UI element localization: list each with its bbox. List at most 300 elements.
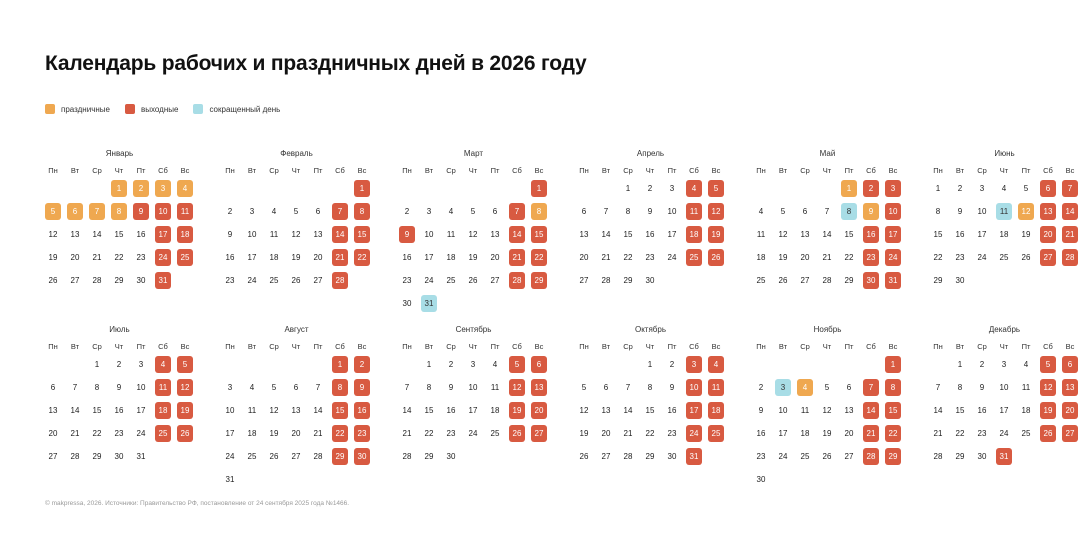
weekday-label: Ср (269, 166, 279, 175)
day-cell-workday: 12 (822, 406, 832, 415)
day-cell-workday: 1 (94, 360, 100, 369)
day-cell-weekend: 11 (152, 376, 174, 399)
day-cell-weekend: 14 (860, 399, 882, 422)
day-cell-short-day: 8 (838, 200, 860, 223)
weekday-label: Вт (424, 166, 434, 175)
day-cell-weekend: 20 (1037, 223, 1059, 246)
empty-cell (860, 353, 882, 376)
day-cell-workday: 9 (116, 383, 122, 392)
weekday-label: Пн (933, 342, 943, 351)
day-cell-workday: 13 (313, 230, 323, 239)
weekday-label: Чт (999, 342, 1009, 351)
weekday-label: Сб (1043, 342, 1053, 351)
day-cell-holiday: 7 (86, 200, 108, 223)
day-cell-workday: 25 (999, 253, 1009, 262)
week-row (927, 269, 1082, 292)
day-cell-weekend: 10 (882, 200, 904, 223)
day-cell-workday: 10 (999, 383, 1009, 392)
day-cell-weekend: 27 (528, 422, 550, 445)
empty-cell (285, 468, 307, 491)
day-cell-workday: 27 (70, 276, 80, 285)
day-cell-workday: 11 (490, 383, 500, 392)
empty-cell (772, 353, 794, 376)
day-cell-workday: 17 (225, 429, 235, 438)
week-row (927, 376, 1082, 399)
week-row (396, 246, 551, 269)
day-cell-weekend: 11 (705, 376, 727, 399)
empty-cell (263, 468, 285, 491)
day-cell-workday: 20 (579, 253, 589, 262)
day-cell-workday: 12 (291, 230, 301, 239)
day-cell-workday: 30 (402, 299, 412, 308)
day-cell-workday: 21 (402, 429, 412, 438)
weekday-label: Ср (623, 342, 633, 351)
day-cell-workday: 10 (778, 406, 788, 415)
week-row (219, 376, 374, 399)
week-row (219, 177, 374, 200)
day-cell-workday: 23 (645, 253, 655, 262)
day-cell-workday: 31 (136, 452, 146, 461)
weekday-label: Вт (601, 342, 611, 351)
weekday-header (396, 341, 551, 353)
day-cell-workday: 5 (581, 383, 587, 392)
weekday-label: Пн (225, 166, 235, 175)
empty-cell (661, 269, 683, 292)
day-cell-workday: 14 (402, 406, 412, 415)
weekday-label: Пт (667, 166, 677, 175)
day-cell-workday: 23 (756, 452, 766, 461)
weekday-label: Чт (645, 342, 655, 351)
weekday-label: Ср (446, 342, 456, 351)
legend-label: праздничные (61, 104, 110, 114)
day-cell-workday: 13 (844, 406, 854, 415)
day-cell-workday: 26 (291, 276, 301, 285)
day-cell-workday: 14 (933, 406, 943, 415)
day-cell-weekend: 4 (152, 353, 174, 376)
month-name: Декабрь (988, 325, 1021, 334)
weekday-label: Сб (689, 342, 699, 351)
empty-cell (794, 177, 816, 200)
empty-cell (528, 292, 550, 315)
day-cell-workday: 24 (667, 253, 677, 262)
weekday-label: Пт (313, 166, 323, 175)
day-cell-workday: 18 (999, 230, 1009, 239)
weekday-label: Сб (866, 342, 876, 351)
day-cell-workday: 7 (625, 383, 631, 392)
weekday-label: Вт (424, 342, 434, 351)
day-cell-workday: 24 (136, 429, 146, 438)
day-cell-workday: 29 (844, 276, 854, 285)
day-cell-weekend: 26 (1037, 422, 1059, 445)
day-cell-weekend: 22 (329, 422, 351, 445)
day-cell-workday: 19 (468, 253, 478, 262)
week-row (42, 269, 197, 292)
day-cell-workday: 16 (756, 429, 766, 438)
day-cell-workday: 23 (402, 276, 412, 285)
empty-cell (1015, 445, 1037, 468)
day-cell-weekend: 4 (683, 177, 705, 200)
empty-cell (307, 177, 329, 200)
day-cell-workday: 21 (313, 429, 323, 438)
empty-cell (617, 353, 639, 376)
day-cell-workday: 18 (490, 406, 500, 415)
day-cell-workday: 3 (1001, 360, 1007, 369)
weekday-label: Вс (357, 166, 367, 175)
day-cell-workday: 10 (424, 230, 434, 239)
day-cell-workday: 11 (800, 406, 810, 415)
weekday-label: Вс (711, 166, 721, 175)
day-cell-workday: 5 (271, 383, 277, 392)
empty-cell (772, 177, 794, 200)
month-7 (42, 324, 197, 468)
day-cell-workday: 23 (114, 429, 124, 438)
week-row (573, 445, 728, 468)
day-cell-workday: 18 (800, 429, 810, 438)
day-cell-workday: 7 (404, 383, 410, 392)
day-cell-weekend: 19 (705, 223, 727, 246)
empty-cell (595, 353, 617, 376)
empty-cell (263, 353, 285, 376)
day-cell-workday: 1 (426, 360, 432, 369)
weekday-header (750, 341, 905, 353)
week-row (573, 376, 728, 399)
day-cell-workday: 24 (247, 276, 257, 285)
week-row (396, 200, 551, 223)
weekday-header (927, 341, 1082, 353)
weekday-label: Чт (468, 166, 478, 175)
empty-cell (219, 353, 241, 376)
day-cell-workday: 28 (313, 452, 323, 461)
day-cell-workday: 17 (136, 406, 146, 415)
day-cell-workday: 13 (490, 230, 500, 239)
day-cell-weekend: 28 (1059, 246, 1081, 269)
day-cell-weekend: 26 (705, 246, 727, 269)
weekday-header (42, 341, 197, 353)
legend (45, 104, 295, 114)
day-cell-workday: 1 (647, 360, 653, 369)
week-row (750, 422, 905, 445)
day-cell-workday: 24 (977, 253, 987, 262)
empty-cell (462, 292, 484, 315)
month-name: Март (463, 149, 484, 158)
day-cell-workday: 24 (999, 429, 1009, 438)
weekday-label: Пн (756, 342, 766, 351)
weekday-label: Ср (800, 342, 810, 351)
month-6 (927, 148, 1082, 292)
weekday-label: Вт (955, 342, 965, 351)
day-cell-workday: 17 (977, 230, 987, 239)
month-12 (927, 324, 1082, 468)
day-cell-workday: 27 (800, 276, 810, 285)
week-row (927, 353, 1082, 376)
day-cell-weekend: 24 (152, 246, 174, 269)
day-cell-workday: 6 (581, 207, 587, 216)
month-name: Октябрь (634, 325, 666, 334)
legend-label: сокращенный день (209, 104, 281, 114)
day-cell-workday: 22 (114, 253, 124, 262)
day-cell-weekend: 18 (683, 223, 705, 246)
week-row (750, 353, 905, 376)
day-cell-workday: 17 (424, 253, 434, 262)
day-cell-workday: 2 (116, 360, 122, 369)
day-cell-workday: 21 (601, 253, 611, 262)
day-cell-weekend: 29 (882, 445, 904, 468)
week-row (42, 200, 197, 223)
day-cell-holiday: 1 (108, 177, 130, 200)
day-cell-weekend: 22 (351, 246, 373, 269)
day-cell-workday: 24 (424, 276, 434, 285)
day-cell-workday: 16 (114, 406, 124, 415)
day-cell-weekend: 21 (506, 246, 528, 269)
week-row (927, 177, 1082, 200)
day-cell-workday: 10 (247, 230, 257, 239)
day-cell-workday: 1 (935, 184, 941, 193)
day-cell-workday: 12 (48, 230, 58, 239)
day-cell-workday: 31 (225, 475, 235, 484)
week-row (927, 200, 1082, 223)
day-cell-weekend: 7 (329, 200, 351, 223)
day-cell-weekend: 28 (506, 269, 528, 292)
month-9 (396, 324, 551, 468)
week-row (396, 223, 551, 246)
day-cell-weekend: 6 (1037, 177, 1059, 200)
day-cell-weekend: 14 (506, 223, 528, 246)
day-cell-short-day: 3 (772, 376, 794, 399)
day-cell-holiday: 6 (64, 200, 86, 223)
day-cell-workday: 13 (291, 406, 301, 415)
legend-item-holidays (45, 104, 110, 114)
day-cell-weekend: 4 (705, 353, 727, 376)
day-cell-workday: 20 (48, 429, 58, 438)
day-cell-weekend: 27 (1037, 246, 1059, 269)
day-cell-weekend: 13 (1037, 200, 1059, 223)
week-row (573, 200, 728, 223)
day-cell-workday: 5 (824, 383, 830, 392)
empty-cell (595, 177, 617, 200)
weekday-label: Пт (1021, 166, 1031, 175)
day-cell-workday: 20 (70, 253, 80, 262)
day-cell-weekend: 1 (882, 353, 904, 376)
week-row (573, 353, 728, 376)
weekday-label: Пн (402, 342, 412, 351)
weekday-label: Вс (1065, 166, 1075, 175)
day-cell-workday: 29 (424, 452, 434, 461)
week-row (396, 399, 551, 422)
day-cell-workday: 18 (446, 253, 456, 262)
day-cell-workday: 6 (315, 207, 321, 216)
week-row (42, 445, 197, 468)
day-cell-workday: 23 (977, 429, 987, 438)
day-cell-workday: 3 (470, 360, 476, 369)
empty-cell (882, 468, 904, 491)
empty-cell (816, 353, 838, 376)
empty-cell (396, 177, 418, 200)
day-cell-workday: 29 (114, 276, 124, 285)
day-cell-weekend: 24 (882, 246, 904, 269)
day-cell-workday: 20 (800, 253, 810, 262)
day-cell-weekend: 2 (860, 177, 882, 200)
day-cell-weekend: 27 (1059, 422, 1081, 445)
day-cell-weekend: 16 (860, 223, 882, 246)
day-cell-workday: 28 (92, 276, 102, 285)
day-cell-workday: 6 (603, 383, 609, 392)
day-cell-workday: 25 (756, 276, 766, 285)
day-cell-workday: 18 (247, 429, 257, 438)
day-cell-workday: 16 (977, 406, 987, 415)
empty-cell (285, 353, 307, 376)
day-cell-workday: 30 (136, 276, 146, 285)
day-cell-weekend: 2 (351, 353, 373, 376)
month-4 (573, 148, 728, 292)
day-cell-workday: 6 (293, 383, 299, 392)
weekday-label: Ср (977, 166, 987, 175)
day-cell-workday: 4 (758, 207, 764, 216)
day-cell-weekend: 23 (351, 422, 373, 445)
day-cell-workday: 4 (492, 360, 498, 369)
week-row (219, 353, 374, 376)
empty-cell (1059, 445, 1081, 468)
day-cell-workday: 7 (824, 207, 830, 216)
empty-cell (396, 353, 418, 376)
day-cell-weekend: 9 (351, 376, 373, 399)
day-cell-workday: 4 (448, 207, 454, 216)
week-row (750, 177, 905, 200)
day-cell-workday: 23 (225, 276, 235, 285)
day-cell-workday: 22 (623, 253, 633, 262)
week-row (573, 269, 728, 292)
weekday-label: Чт (291, 166, 301, 175)
day-cell-workday: 9 (227, 230, 233, 239)
day-cell-weekend: 15 (329, 399, 351, 422)
day-cell-holiday: 4 (794, 376, 816, 399)
week-row (573, 246, 728, 269)
month-name: Апрель (636, 149, 665, 158)
day-cell-workday: 16 (667, 406, 677, 415)
day-cell-weekend: 19 (506, 399, 528, 422)
empty-cell (860, 468, 882, 491)
day-cell-workday: 26 (468, 276, 478, 285)
empty-cell (440, 177, 462, 200)
empty-cell (528, 445, 550, 468)
day-cell-workday: 27 (490, 276, 500, 285)
empty-cell (307, 353, 329, 376)
week-row (573, 399, 728, 422)
weekday-label: Вт (778, 342, 788, 351)
week-row (396, 353, 551, 376)
week-row (42, 353, 197, 376)
weekday-label: Ср (623, 166, 633, 175)
empty-cell (838, 468, 860, 491)
month-3 (396, 148, 551, 315)
month-name: Февраль (280, 149, 313, 158)
day-cell-weekend: 17 (882, 223, 904, 246)
weekday-label: Вс (180, 166, 190, 175)
day-cell-weekend: 18 (705, 399, 727, 422)
weekday-label: Пт (136, 166, 146, 175)
empty-cell (1037, 445, 1059, 468)
day-cell-weekend: 16 (351, 399, 373, 422)
day-cell-workday: 7 (603, 207, 609, 216)
day-cell-workday: 29 (645, 452, 655, 461)
weekday-label: Сб (866, 166, 876, 175)
day-cell-weekend: 25 (705, 422, 727, 445)
day-cell-holiday: 1 (838, 177, 860, 200)
day-cell-workday: 11 (446, 230, 456, 239)
day-cell-workday: 8 (94, 383, 100, 392)
day-cell-workday: 3 (669, 184, 675, 193)
weekday-label: Чт (822, 166, 832, 175)
day-cell-workday: 14 (313, 406, 323, 415)
weekday-label: Вс (888, 342, 898, 351)
weekday-header (42, 165, 197, 177)
empty-cell (484, 177, 506, 200)
weekday-label: Ср (92, 342, 102, 351)
day-cell-workday: 17 (999, 406, 1009, 415)
weekday-header (396, 165, 551, 177)
week-row (750, 468, 905, 491)
weekday-header (750, 165, 905, 177)
month-name: Январь (105, 149, 134, 158)
day-cell-holiday: 9 (860, 200, 882, 223)
week-row (219, 422, 374, 445)
weekday-label: Чт (291, 342, 301, 351)
month-name: Июнь (994, 149, 1015, 158)
day-cell-workday: 6 (492, 207, 498, 216)
empty-cell (927, 353, 949, 376)
day-cell-workday: 29 (623, 276, 633, 285)
empty-cell (462, 445, 484, 468)
day-cell-workday: 22 (645, 429, 655, 438)
day-cell-workday: 26 (1021, 253, 1031, 262)
day-cell-weekend: 5 (506, 353, 528, 376)
day-cell-holiday: 2 (130, 177, 152, 200)
source-footer: © makpressa, 2026. Источники: Правительство РФ, постановление от 24 сентября 2025 года №1466. (45, 500, 350, 507)
day-cell-workday: 16 (225, 253, 235, 262)
week-row (219, 200, 374, 223)
empty-cell (351, 468, 373, 491)
week-row (219, 246, 374, 269)
day-cell-workday: 6 (846, 383, 852, 392)
day-cell-holiday: 3 (152, 177, 174, 200)
empty-cell (1037, 269, 1059, 292)
day-cell-weekend: 10 (152, 200, 174, 223)
day-cell-workday: 13 (48, 406, 58, 415)
day-cell-short-day: 31 (418, 292, 440, 315)
weekday-label: Пн (48, 342, 58, 351)
day-cell-weekend: 25 (174, 246, 196, 269)
day-cell-workday: 21 (822, 253, 832, 262)
day-cell-weekend: 31 (683, 445, 705, 468)
day-cell-workday: 13 (601, 406, 611, 415)
empty-cell (440, 292, 462, 315)
day-cell-workday: 14 (70, 406, 80, 415)
day-cell-workday: 15 (623, 230, 633, 239)
day-cell-workday: 8 (647, 383, 653, 392)
day-cell-workday: 8 (957, 383, 963, 392)
day-cell-workday: 24 (468, 429, 478, 438)
day-cell-workday: 27 (313, 276, 323, 285)
month-name: Сентябрь (455, 325, 492, 334)
week-row (219, 269, 374, 292)
weekday-label: Пт (490, 166, 500, 175)
day-cell-workday: 16 (955, 230, 965, 239)
day-cell-workday: 26 (579, 452, 589, 461)
day-cell-workday: 30 (446, 452, 456, 461)
day-cell-workday: 19 (778, 253, 788, 262)
day-cell-weekend: 13 (528, 376, 550, 399)
day-cell-workday: 10 (468, 383, 478, 392)
day-cell-weekend: 12 (1037, 376, 1059, 399)
